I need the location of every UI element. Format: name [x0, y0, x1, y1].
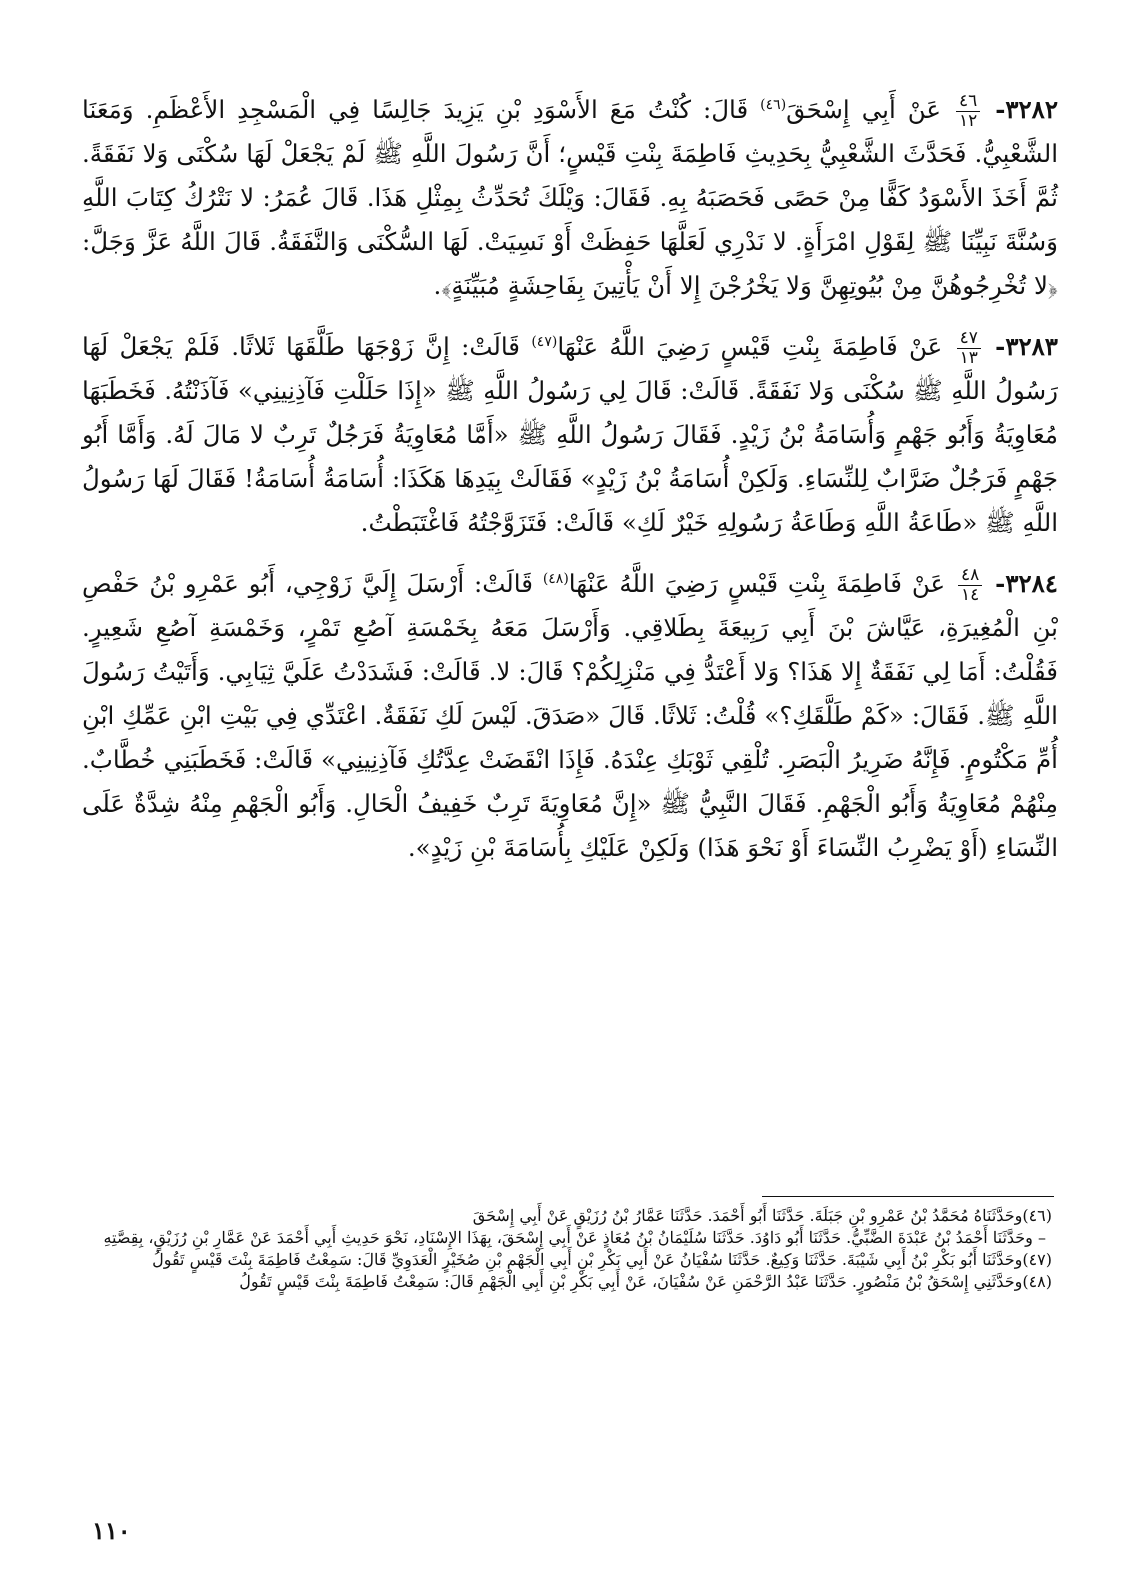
footnote-number: (٤٨)	[1022, 1272, 1052, 1291]
cross-reference-fraction	[957, 330, 981, 367]
footnote-46	[86, 1205, 1052, 1227]
footnote-text: وحَدَّثَنَاهُ مُحَمَّدُ بْنُ عَمْرِو بْنِ جَبَلَةَ. حَدَّثَنَا أَبُو أَحْمَدَ. حَدَّثَنَا عَمَّارُ بْنُ رُزَيْقٍ عَنْ أَبِي إِسْحَقَ	[472, 1206, 1023, 1225]
hadith-text: قَالَتْ: أَرْسَلَ إِلَيَّ زَوْجِي، أَبُو عَمْرِو بْنُ حَفْصِ بْنِ الْمُغِيرَةِ، عَيَّاشَ بْنَ أَبِي رَبِيعَةَ بِطَلاقِي. وَأَرْسَلَ مَعَهُ بِخَمْسَةِ آصُعِ تَمْرٍ، وَخَمْسَةِ آصُعِ شَعِيرٍ. فَقُلْتُ: أَمَا لِي نَفَقَةٌ إِلا هَذَا؟ وَلا أَعْتَدُّ فِي مَنْزِلِكُمْ؟ قَالَ: لا. قَالَتْ: فَشَدَدْتُ عَلَيَّ ثِيَابِي. وَأَتَيْتُ رَسُولَ اللَّهِ ﷺ. فَقَالَ: «كَمْ طَلَّقَكِ؟» قُلْتُ: ثَلاثًا. قَالَ «صَدَقَ. لَيْسَ لَكِ نَفَقَةٌ. اعْتَدِّي فِي بَيْتِ ابْنِ عَمِّكِ ابْنِ أُمِّ مَكْتُومٍ. فَإِنَّهُ ضَرِيرُ الْبَصَرِ. تُلْقِي ثَوْبَكِ عِنْدَهُ. فَإِذَا انْقَضَتْ عِدَّتُكِ فَآذِنِينِي» قَالَتْ: فَخَطَبَنِي خُطَّابٌ. مِنْهُمْ مُعَاوِيَةُ وَأَبُو الْجَهْمِ. فَقَالَ النَّبِيُّ ﷺ «إِنَّ مُعَاوِيَةَ تَرِبٌ خَفِيفُ الْحَالِ. وَأَبُو الْجَهْمِ مِنْهُ شِدَّةٌ عَلَى النِّسَاءِ (أَوْ يَضْرِبُ النِّسَاءَ أَوْ نَحْوَ هَذَا) وَلَكِنْ عَلَيْكِ بِأُسَامَةَ بْنِ زَيْدٍ».	[82, 569, 1058, 862]
footnote-ref: (٤٧)	[531, 333, 558, 350]
hadith-text: قَالَ: كُنْتُ مَعَ الأَسْوَدِ بْنِ يَزِيدَ جَالِسًا فِي الْمَسْجِدِ الأَعْظَمِ. وَمَعَنَا الشَّعْبِيُّ. فَحَدَّثَ الشَّعْبِيُّ بِحَدِيثِ فَاطِمَةَ بِنْتِ قَيْسٍ؛ أَنَّ رَسُولَ اللَّهِ ﷺ لَمْ يَجْعَلْ لَهَا سُكْنَى وَلا نَفَقَةً. ثُمَّ أَخَذَ الأَسْوَدُ كَفًّا مِنْ حَصًى فَحَصَبَهُ بِهِ. فَقَالَ: وَيْلَكَ تُحَدِّثُ بِمِثْلِ هَذَا. قَالَ عُمَرُ: لا نَتْرُكُ كِتَابَ اللَّهِ وَسُنَّةَ نَبِيِّنَا ﷺ لِقَوْلِ امْرَأَةٍ. لا نَدْرِي لَعَلَّهَا حَفِظَتْ أَوْ نَسِيَتْ. لَهَا السُّكْنَى وَالنَّفَقَةُ. قَالَ اللَّهُ عَزَّ وَجَلَّ: ﴿لا تُخْرِجُوهُنَّ مِنْ بُيُوتِهِنَّ وَلا يَخْرُجْنَ إِلا أَنْ يَأْتِينَ بِفَاحِشَةٍ مُبَيِّنَةٍ﴾.	[82, 95, 1058, 300]
footnote-number: (٤٦)	[1022, 1206, 1052, 1225]
fraction-top: ٤٦	[956, 93, 980, 112]
footnote-48	[86, 1271, 1052, 1293]
hadith-opening: عَنْ أَبِي إِسْحَقَ	[786, 95, 941, 124]
fraction-top: ٤٧	[957, 330, 981, 349]
fraction-bottom: ١٤	[961, 585, 980, 605]
footnote-text: وحَدَّثَنَا أَحْمَدُ بْنُ عَبْدَةَ الضَّبِّيُّ. حَدَّثَنَا أَبُو دَاوُدَ. حَدَّثَنَا سُلَيْمَانُ بْنُ مُعَاذٍ عَنْ أَبِي إِسْحَقَ، بِهَذَا الإِسْنَادِ، نَحْوَ حَدِيثِ أَبِي أَحْمَدَ عَنْ عَمَّارِ بْنِ رُزَيْقٍ، بِقِصَّتِهِ	[103, 1228, 1033, 1247]
hadith-number: ٣٢٨٤-	[995, 569, 1058, 598]
hadith-3282	[82, 88, 1058, 308]
hadith-opening: عَنْ فَاطِمَةَ بِنْتِ قَيْسٍ رَضِيَ اللَّهُ عَنْهَا	[557, 332, 943, 361]
cross-reference-fraction	[956, 93, 980, 130]
footnotes	[86, 1205, 1052, 1293]
hadith-3283	[82, 325, 1058, 545]
hadith-3284	[82, 562, 1058, 870]
cross-reference-fraction	[958, 567, 982, 604]
hadith-number: ٣٢٨٢-	[995, 95, 1058, 124]
footnote-text: وحَدَّثَنَا أَبُو بَكْرِ بْنُ أَبِي شَيْبَةَ. حَدَّثَنَا وَكِيعٌ. حَدَّثَنَا سُفْيَانُ عَنْ أَبِي بَكْرِ بْنِ أَبِي الْجَهْمِ بْنِ صُخَيْرٍ الْعَدَوِيِّ قَالَ: سَمِعْتُ فَاطِمَةَ بِنْتَ قَيْسٍ تَقُولُ	[152, 1250, 1023, 1269]
footnote-dash: –	[1038, 1228, 1046, 1247]
footnote-47	[86, 1249, 1052, 1271]
hadith-number: ٣٢٨٣-	[995, 332, 1058, 361]
fraction-bottom: ١٣	[959, 348, 978, 368]
footnote-text: وحَدَّثَنِي إِسْحَقُ بْنُ مَنْصُورٍ. حَدَّثَنَا عَبْدُ الرَّحْمَنِ عَنْ سُفْيَانَ، عَنْ أَبِي بَكْرِ بْنِ أَبِي الْجَهْمِ قَالَ: سَمِعْتُ فَاطِمَةَ بِنْتَ قَيْسٍ تَقُولُ	[239, 1272, 1023, 1291]
page-number: ١١٠	[92, 1516, 131, 1545]
footnote-ref: (٤٦)	[760, 96, 787, 113]
hadith-opening: عَنْ فَاطِمَةَ بِنْتِ قَيْسٍ رَضِيَ اللَّهُ عَنْهَا	[568, 569, 946, 598]
footnote-ref: (٤٨)	[542, 570, 569, 587]
fraction-top: ٤٨	[958, 567, 982, 586]
hadith-text: قَالَتْ: إِنَّ زَوْجَهَا طَلَّقَهَا ثَلاثًا. فَلَمْ يَجْعَلْ لَهَا رَسُولُ اللَّهِ ﷺ سُكْنَى وَلا نَفَقَةً. قَالَتْ: قَالَ لِي رَسُولُ اللَّهِ ﷺ «إِذَا حَلَلْتِ فَآذِنِينِي» فَآذَنْتُهُ. فَخَطَبَهَا مُعَاوِيَةُ وَأَبُو جَهْمٍ وَأُسَامَةُ بْنُ زَيْدٍ. فَقَالَ رَسُولُ اللَّهِ ﷺ «أَمَّا مُعَاوِيَةُ فَرَجُلٌ تَرِبٌ لا مَالَ لَهُ. وَأَمَّا أَبُو جَهْمٍ فَرَجُلٌ ضَرَّابٌ لِلنِّسَاءِ. وَلَكِنْ أُسَامَةُ بْنُ زَيْدٍ» فَقَالَتْ بِيَدِهَا هَكَذَا: أُسَامَةُ أُسَامَةُ! فَقَالَ لَهَا رَسُولُ اللَّهِ ﷺ «طَاعَةُ اللَّهِ وَطَاعَةُ رَسُولِهِ خَيْرٌ لَكِ» قَالَتْ: فَتَزَوَّجْتُهُ فَاغْتَبَطْتُ.	[82, 332, 1058, 537]
fraction-bottom: ١٢	[958, 111, 978, 131]
footnote-number: (٤٧)	[1022, 1250, 1052, 1269]
footnote-divider	[762, 1196, 1054, 1197]
footnote-46-alt	[86, 1227, 1052, 1249]
